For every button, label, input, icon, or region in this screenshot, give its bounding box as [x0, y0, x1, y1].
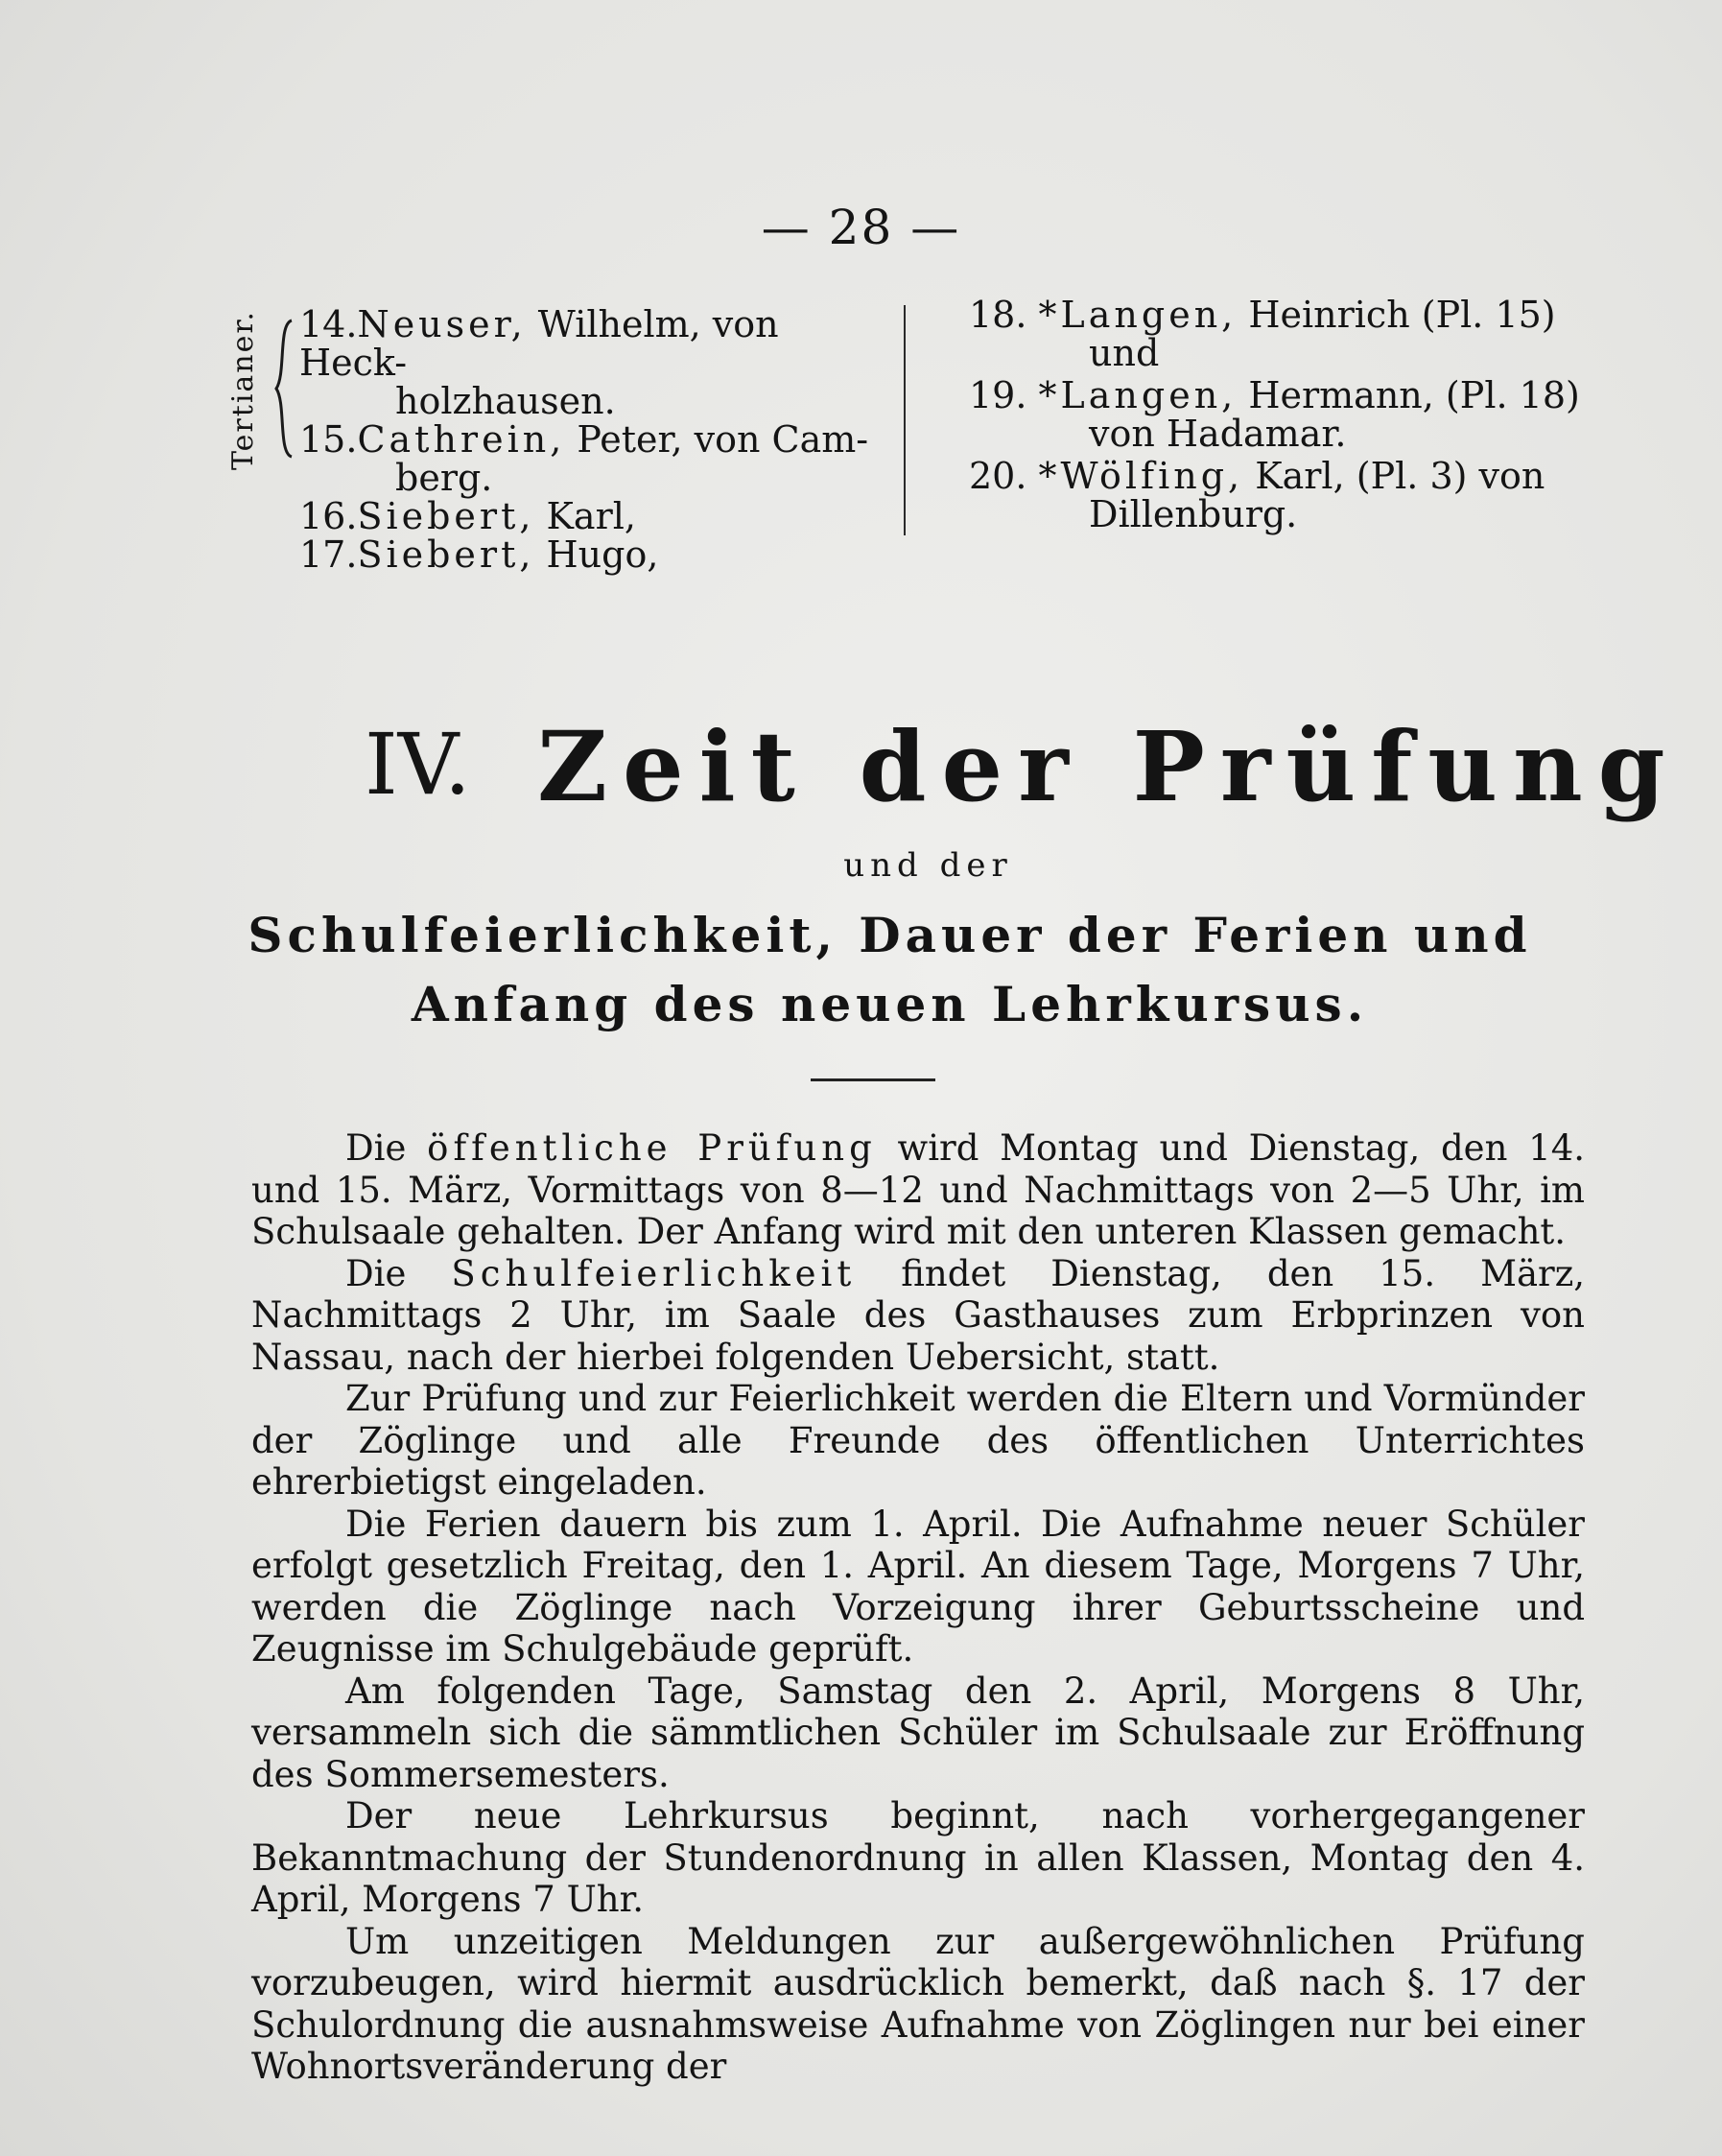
body-text	[251, 1127, 1585, 2088]
list-item: 16.Siebert, Karl,	[299, 495, 636, 537]
class-label-tertianer: Tertianer.	[226, 310, 260, 470]
list-item: 14.Neuser, Wilhelm, von Heck- holzhausen.	[299, 303, 779, 422]
divider-rule	[811, 1078, 935, 1081]
page-number: — 28 —	[761, 200, 961, 255]
student-list-right	[969, 296, 1583, 537]
student-list-left	[299, 305, 894, 574]
paragraph: Der neue Lehrkursus beginnt, nach vorhergegangener Bekanntmachung der Stundenordnung in allen Klassen, Montag den 4. April, Morgens 7 Uhr.	[251, 1795, 1585, 1920]
paragraph: Am folgenden Tage, Samstag den 2. April, Morgens 8 Uhr, versammeln sich die sämmtlichen Schüler im Schulsaale zur Eröffnung des Sommersemesters.	[251, 1670, 1585, 1795]
paragraph: Um unzeitigen Meldungen zur außergewöhnlichen Prüfung vorzubeugen, wird hiermit ausdrücklich bemerkt, daß nach §. 17 der Schulordnung die ausnahmsweise Aufnahme von Zöglingen nur bei einer Wohnortsveränderung der	[251, 1920, 1585, 2087]
paragraph: Zur Prüfung und zur Feierlichkeit werden die Eltern und Vormünder der Zöglinge und alle Freunde des öffentlichen Unterrichtes ehrerbietigst eingeladen.	[251, 1378, 1585, 1503]
list-item: 18. *Langen, Heinrich (Pl. 15) und	[969, 294, 1556, 374]
paragraph: Die Ferien dauern bis zum 1. April. Die Aufnahme neuer Schüler erfolgt gesetzlich Freitag, den 1. April. An diesem Tage, Morgens 7 Uhr, werden die Zöglinge nach Vorzeigung ihrer Geburtsscheine und Zeugnisse im Schulgebäude geprüft.	[251, 1503, 1585, 1670]
paragraph: Die Schulfeierlichkeit findet Dienstag, den 15. März, Nachmittags 2 Uhr, im Saale des Gasthauses zum Erbprinzen von Nassau, nach der hierbei folgenden Uebersicht, statt.	[251, 1252, 1586, 1378]
section-title: Zeit der Prüfung	[537, 710, 1681, 823]
list-item: 19. *Langen, Hermann, (Pl. 18) von Hadamar.	[969, 374, 1580, 455]
paragraph: Die öffentliche Prüfung wird Montag und Dienstag, den 14. und 15. März, Vormittags von 8—12 und Nachmittags von 2—5 Uhr, im Schulsaale gehalten. Der Anfang wird mit den unteren Klassen gemacht.	[251, 1127, 1586, 1252]
list-item: 17.Siebert, Hugo,	[299, 533, 659, 576]
section-subtitle-line2: Anfang des neuen Lehrkursus.	[411, 976, 1369, 1032]
section-number: IV.	[365, 715, 471, 814]
section-connector: und der	[843, 846, 1013, 885]
column-divider	[904, 305, 906, 535]
list-item: 20. *Wölfing, Karl, (Pl. 3) von Dillenburg.	[969, 455, 1545, 535]
list-item: 15.Cathrein, Peter, von Cam- berg.	[299, 418, 869, 499]
section-subtitle-line1: Schulfeierlichkeit, Dauer der Ferien und	[248, 907, 1532, 963]
brace-icon	[271, 317, 299, 461]
